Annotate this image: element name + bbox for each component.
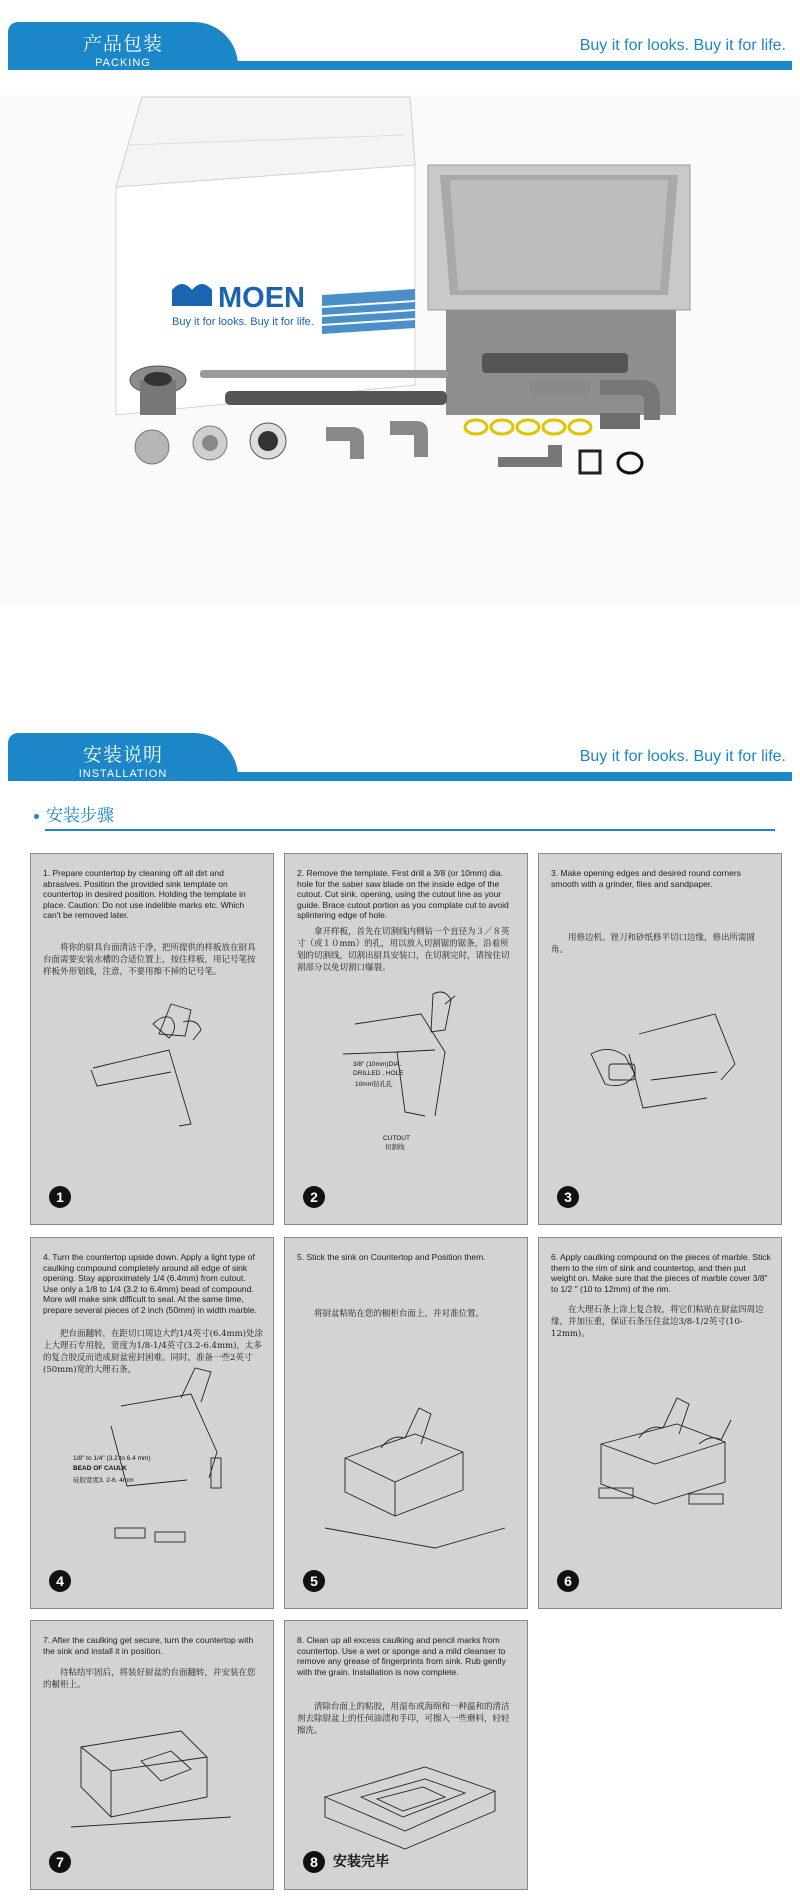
step-4-label-bead-3: 硅胶宽度3. 2-6. 4mm — [73, 1477, 134, 1484]
packing-photo — [0, 95, 800, 605]
step-3-en-text: 3. Make opening edges and desired round corners smooth with a grinder, files and sandpaper. — [551, 868, 741, 889]
step-card-6 — [538, 1237, 782, 1609]
step-4-number: 4 — [49, 1570, 71, 1592]
installation-title-en: INSTALLATION — [78, 768, 168, 780]
installation-complete-label: 安装完毕 — [333, 1854, 389, 1870]
step-8-illustration — [285, 1621, 528, 1890]
step-2-label-drill-2: DRILLED . HOLE — [353, 1070, 404, 1077]
step-8-en-text: 8. Clean up all excess caulking and pencil marks from countertop. Use a wet or sponge and a mild cleanser to remove any grease of fingerprints from sink. Rub gently with the grain. Installation is now complete. — [297, 1635, 506, 1677]
step-4-label-bead-1: 1/8" to 1/4" (3.2 to 6.4 mm) — [73, 1455, 151, 1462]
step-7-en-text: 7. After the caulking get secure, turn the countertop with the sink and install it in position. — [43, 1635, 254, 1656]
step-2-number: 2 — [303, 1186, 325, 1208]
step-card-2 — [284, 853, 528, 1225]
step-card-1 — [30, 853, 274, 1225]
packing-tab — [8, 22, 238, 70]
step-3-number: 3 — [557, 1186, 579, 1208]
step-6-en-text: 6. Apply caulking compound on the pieces of marble. Stick them to the rim of sink and countertop, and then put weight on. Make sure that the pieces of marble cover 3/8" to 1/2 " (10 to 12mm) of the rim. — [551, 1252, 771, 1294]
packing-banner — [8, 22, 792, 70]
step-card-7 — [30, 1620, 274, 1890]
moen-logo — [172, 282, 314, 328]
step-card-5 — [284, 1237, 528, 1609]
installation-slogan: Buy it for looks. Buy it for life. — [579, 748, 786, 765]
step-2-label-drill-3: 10mm钻孔孔 — [355, 1081, 393, 1088]
step-8-number: 8 — [303, 1851, 325, 1873]
step-6-number: 6 — [557, 1570, 579, 1592]
step-7-cn-text: 待粘结牢固后，将装好厨盆的台面翻转，并安装在您的橱柜上。 — [43, 1668, 256, 1690]
step-1-illustration — [31, 854, 274, 1225]
step-4-label-bead-2: BEAD OF CAULK — [73, 1465, 127, 1472]
step-card-8 — [284, 1620, 528, 1890]
step-1-en-text: 1. Prepare countertop by cleaning off all dirt and abrasives. Position the provided sink template on countertop in desired position. Holding the template in place. Caution: Do not use indelible marks etc. Which can't be removed later. — [43, 868, 246, 920]
step-2-en-text: 2. Remove the template. First drill a 3/8 (or 10mm) dia. hole for the saber saw blade on the inside edge of the cutout. Cut sink. opening, using the cutout line as your guide. Brace cutout portion as you complate cut to avoid splintering edge of hole. — [297, 868, 509, 920]
step-1-cn-text: 将你的厨具台面清洁干净，把所提供的样板放在厨具台面需要安装水槽的合适位置上，按住样板，用记号笔按样板外形划线，注意，不要用擦不掉的记号笔。 — [43, 943, 256, 977]
installation-banner — [8, 733, 792, 781]
step-8-cn-text: 清除台面上的粘胶，用湿布或海绵和一种温和的清洁剂去除厨盆上的任何油渍和手印，可擦入一些磨料，轻轻擦洗。 — [297, 1702, 510, 1736]
step-6-cn-text: 在大理石条上涂上复合胶，将它们粘贴在厨盆四周边缘，并加压重，保证石条压住盆边3/8-1/2英寸(10-12mm)。 — [551, 1305, 764, 1339]
product-contents-illustration — [0, 95, 800, 605]
step-2-label-cutout-1: CUTOUT — [383, 1135, 410, 1142]
step-5-en-text: 5. Stick the sink on Countertop and Position them. — [297, 1252, 486, 1262]
steps-heading-text: 安装步骤 — [46, 806, 114, 826]
step-5-cn-text: 将厨盆粘贴在您的橱柜台面上，并对准位置。 — [314, 1309, 485, 1319]
steps-heading-divider — [45, 829, 775, 831]
brand-tagline: Buy it for looks. Buy it for life. — [172, 316, 314, 328]
step-5-number: 5 — [303, 1570, 325, 1592]
step-6-illustration — [539, 1238, 782, 1609]
step-4-en-text: 4. Turn the countertop upside down. Apply a light type of caulking compound completely around all edge of sink opening. Stay approximately 1/4 (6.4mm) from cutout. Use only a 1/8 to 1/4 (3.2 to 6.4mm) bead of compound. More will make sink difficult to seal. At the same time, prepare several pieces of 2 inch (50mm) in width marble. — [43, 1252, 258, 1315]
step-5-illustration — [285, 1238, 528, 1609]
step-7-illustration — [31, 1621, 274, 1890]
step-4-cn-text: 把台面翻转，在距切口周边大约1/4英寸(6.4mm)处涂上大理石专用胶，宽度为1/8-1/4英寸(3.2-6.4mm)，太多的复合胶反而造成厨盆密封困难。同时，准备一些2英寸(50mm)宽的大理石条。 — [43, 1329, 263, 1375]
steps-heading — [34, 801, 114, 826]
installation-title-cn: 安装说明 — [82, 744, 163, 766]
step-2-cn-text: 拿开样板，首先在切割线内侧钻一个直径为３／８英寸（或１０mm）的孔，用以放入切割锯的锯条，沿着所划的切割线，切割出厨具安装口，在切割完时，请按住切割部分以免切割口爆裂。 — [297, 927, 510, 973]
step-7-number: 7 — [49, 1851, 71, 1873]
step-card-4 — [30, 1237, 274, 1609]
step-2-label-cutout-2: 切割线 — [385, 1144, 405, 1151]
packing-title-cn: 产品包装 — [82, 33, 163, 55]
step-4-illustration — [31, 1238, 274, 1609]
step-3-illustration — [539, 854, 782, 1225]
step-1-number: 1 — [49, 1186, 71, 1208]
step-card-3 — [538, 853, 782, 1225]
step-2-label-drill-1: 3/8" (10mm)DIA. — [353, 1061, 402, 1068]
installation-tab — [8, 733, 238, 781]
brand-name: MOEN — [218, 282, 305, 314]
sink-bowl-illustration — [428, 165, 690, 415]
step-2-illustration — [285, 854, 528, 1225]
step-3-cn-text: 用修边机、锉刀和砂纸修平切口边缘，修出所需圆角。 — [551, 933, 756, 955]
bullet-dot-icon — [34, 814, 39, 819]
packing-slogan: Buy it for looks. Buy it for life. — [579, 37, 786, 54]
packing-title-en: PACKING — [95, 57, 151, 69]
